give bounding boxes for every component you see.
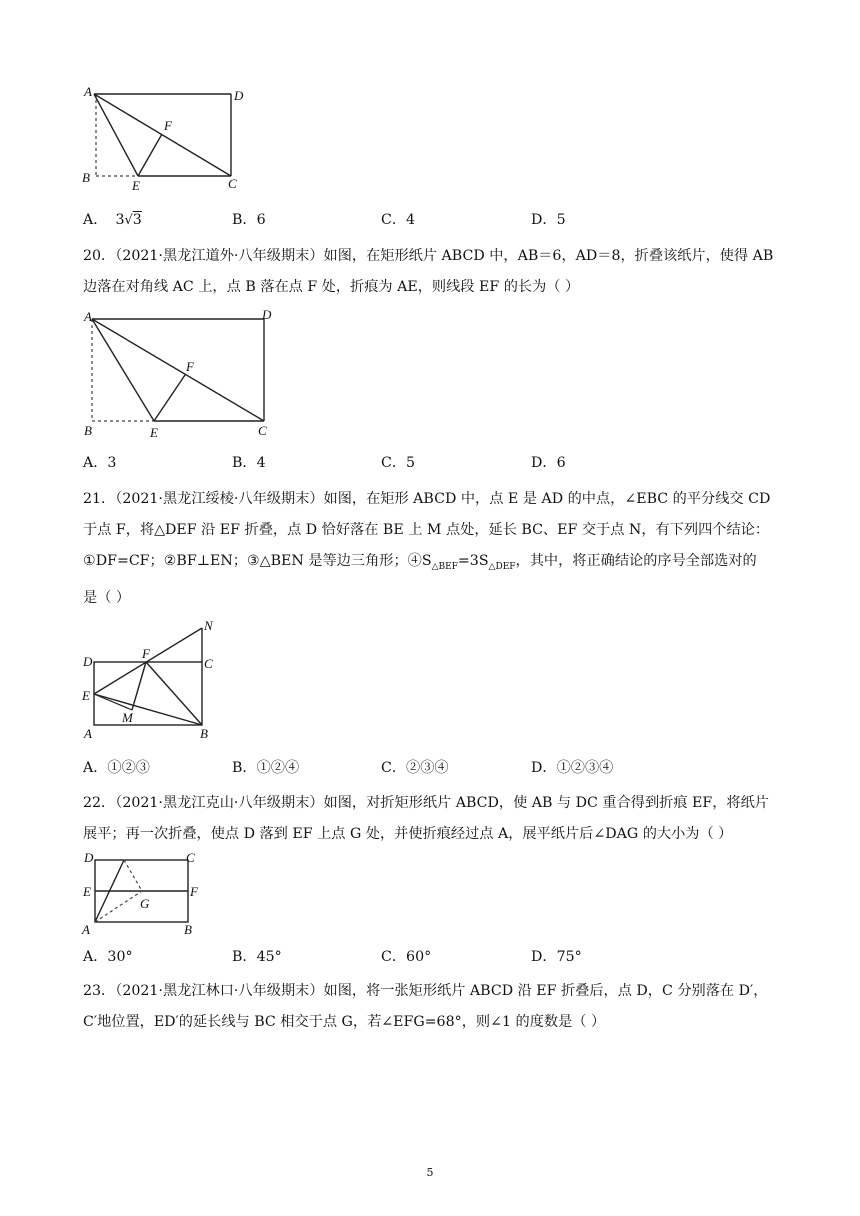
q22-label-g: G — [140, 896, 150, 911]
q19-label-d: D — [234, 88, 244, 103]
q21-option-b: B．①②④ — [232, 760, 300, 776]
q20-option-d: D．6 — [531, 455, 566, 471]
q21-label-f: F — [142, 646, 150, 661]
q20-label-f: F — [186, 359, 194, 374]
q20-label-e: E — [150, 425, 158, 440]
page-number: 5 — [426, 1166, 434, 1179]
q21-option-c: C．②③④ — [381, 760, 449, 776]
q22-figure — [80, 848, 205, 936]
q21-stem — [83, 484, 783, 614]
q21-stem-line2: 于点 F，将△DEF 沿 EF 折叠，点 D 恰好落在 BE 上 M 点处，延长 BC、EF 交于点 N，有下列四个结论： — [83, 522, 770, 538]
q19-label-e: E — [132, 178, 140, 193]
q21-label-e: E — [82, 688, 90, 703]
q19-option-d: D．5 — [531, 212, 566, 228]
q22-option-a: A．30° — [83, 949, 133, 965]
q21-label-c: C — [204, 656, 213, 671]
q21-label-m: M — [122, 710, 133, 725]
q22-label-c: C — [186, 850, 195, 865]
q19-option-a-coef: 3 — [115, 212, 125, 228]
q20-option-c: C．5 — [381, 455, 416, 471]
q19-option-c: C．4 — [381, 212, 416, 228]
q20-option-a: A．3 — [83, 455, 117, 471]
q19-label-b: B — [82, 170, 90, 185]
q21-stem-line1: 21．（2021·黑龙江绥棱·八年级期末）如图，在矩形 ABCD 中，点 E 是 AD 的中点，∠EBC 的平分线交 CD — [83, 491, 771, 507]
q20-label-a: A — [84, 309, 92, 324]
q22-option-d: D．75° — [531, 949, 582, 965]
q20-label-d: D — [262, 307, 272, 322]
q21-option-a: A．①②③ — [83, 760, 150, 776]
q23-stem-line2: C′地位置，ED′的延长线与 BC 相交于点 G，若∠EFG=68°，则∠1 的度数是（ ） — [83, 1014, 606, 1030]
q23-stem-line1: 23．（2021·黑龙江林口·八年级期末）如图，将一张矩形纸片 ABCD 沿 EF 折叠后，点 D，C 分别落在 D′， — [83, 983, 768, 999]
q19-label-f: F — [164, 118, 172, 133]
q22-stem-line2: 展平；再一次折叠，使点 D 落到 EF 上点 G 处，并使折痕经过点 A，展平纸片后∠DAG 的大小为（ ） — [83, 826, 733, 842]
q20-label-c: C — [258, 423, 267, 438]
q20-figure — [80, 307, 280, 445]
q21-stem-line3: ①DF=CF；②BF⊥EN；③△BEN 是等边三角形；$④S_{\triangle BEF}=3S_{\triangle DEF}$，其中，将正确结论的序号全部选对的 — [83, 553, 757, 572]
q22-label-b: B — [184, 922, 192, 936]
q20-option-b: B．4 — [232, 455, 266, 471]
q21-label-d: D — [83, 654, 93, 669]
q22-label-a: A — [82, 922, 90, 936]
q21-option-d: D．①②③④ — [531, 760, 614, 776]
q23-stem — [83, 976, 783, 1038]
q19-label-c: C — [228, 176, 237, 191]
q21-stem-line4: 是（ ） — [83, 589, 131, 606]
q22-stem — [83, 788, 783, 850]
q19-label-a: A — [84, 84, 92, 99]
q22-option-c: C．60° — [381, 949, 432, 965]
q19-figure — [80, 84, 250, 194]
q22-label-f: F — [190, 884, 198, 899]
q20-label-b: B — [84, 423, 92, 438]
q22-label-e: E — [83, 884, 91, 899]
q19-option-a-radicand: 3 — [132, 212, 142, 228]
q22-option-b: B．45° — [232, 949, 282, 965]
q22-stem-line1: 22．（2021·黑龙江克山·八年级期末）如图，对折矩形纸片 ABCD，使 AB 与 DC 重合得到折痕 EF，将纸片 — [83, 795, 769, 811]
q21-label-a: A — [84, 726, 92, 741]
q20-stem-line2: 边落在对角线 AC 上，点 B 落在点 F 处，折痕为 AE，则线段 EF 的长为（ ） — [83, 279, 580, 295]
q21-label-b: B — [200, 726, 208, 741]
q21-label-n: N — [204, 618, 213, 633]
q20-stem-line1: 20．（2021·黑龙江道外·八年级期末）如图，在矩形纸片 ABCD 中，AB＝6，AD＝8，折叠该纸片，使得 AB — [83, 248, 774, 264]
q20-stem — [83, 241, 783, 303]
q22-label-d: D — [84, 850, 94, 865]
q21-figure — [80, 614, 220, 744]
q19-option-b: B．6 — [232, 212, 266, 228]
q19-option-a: A． 3√3 — [83, 212, 142, 228]
